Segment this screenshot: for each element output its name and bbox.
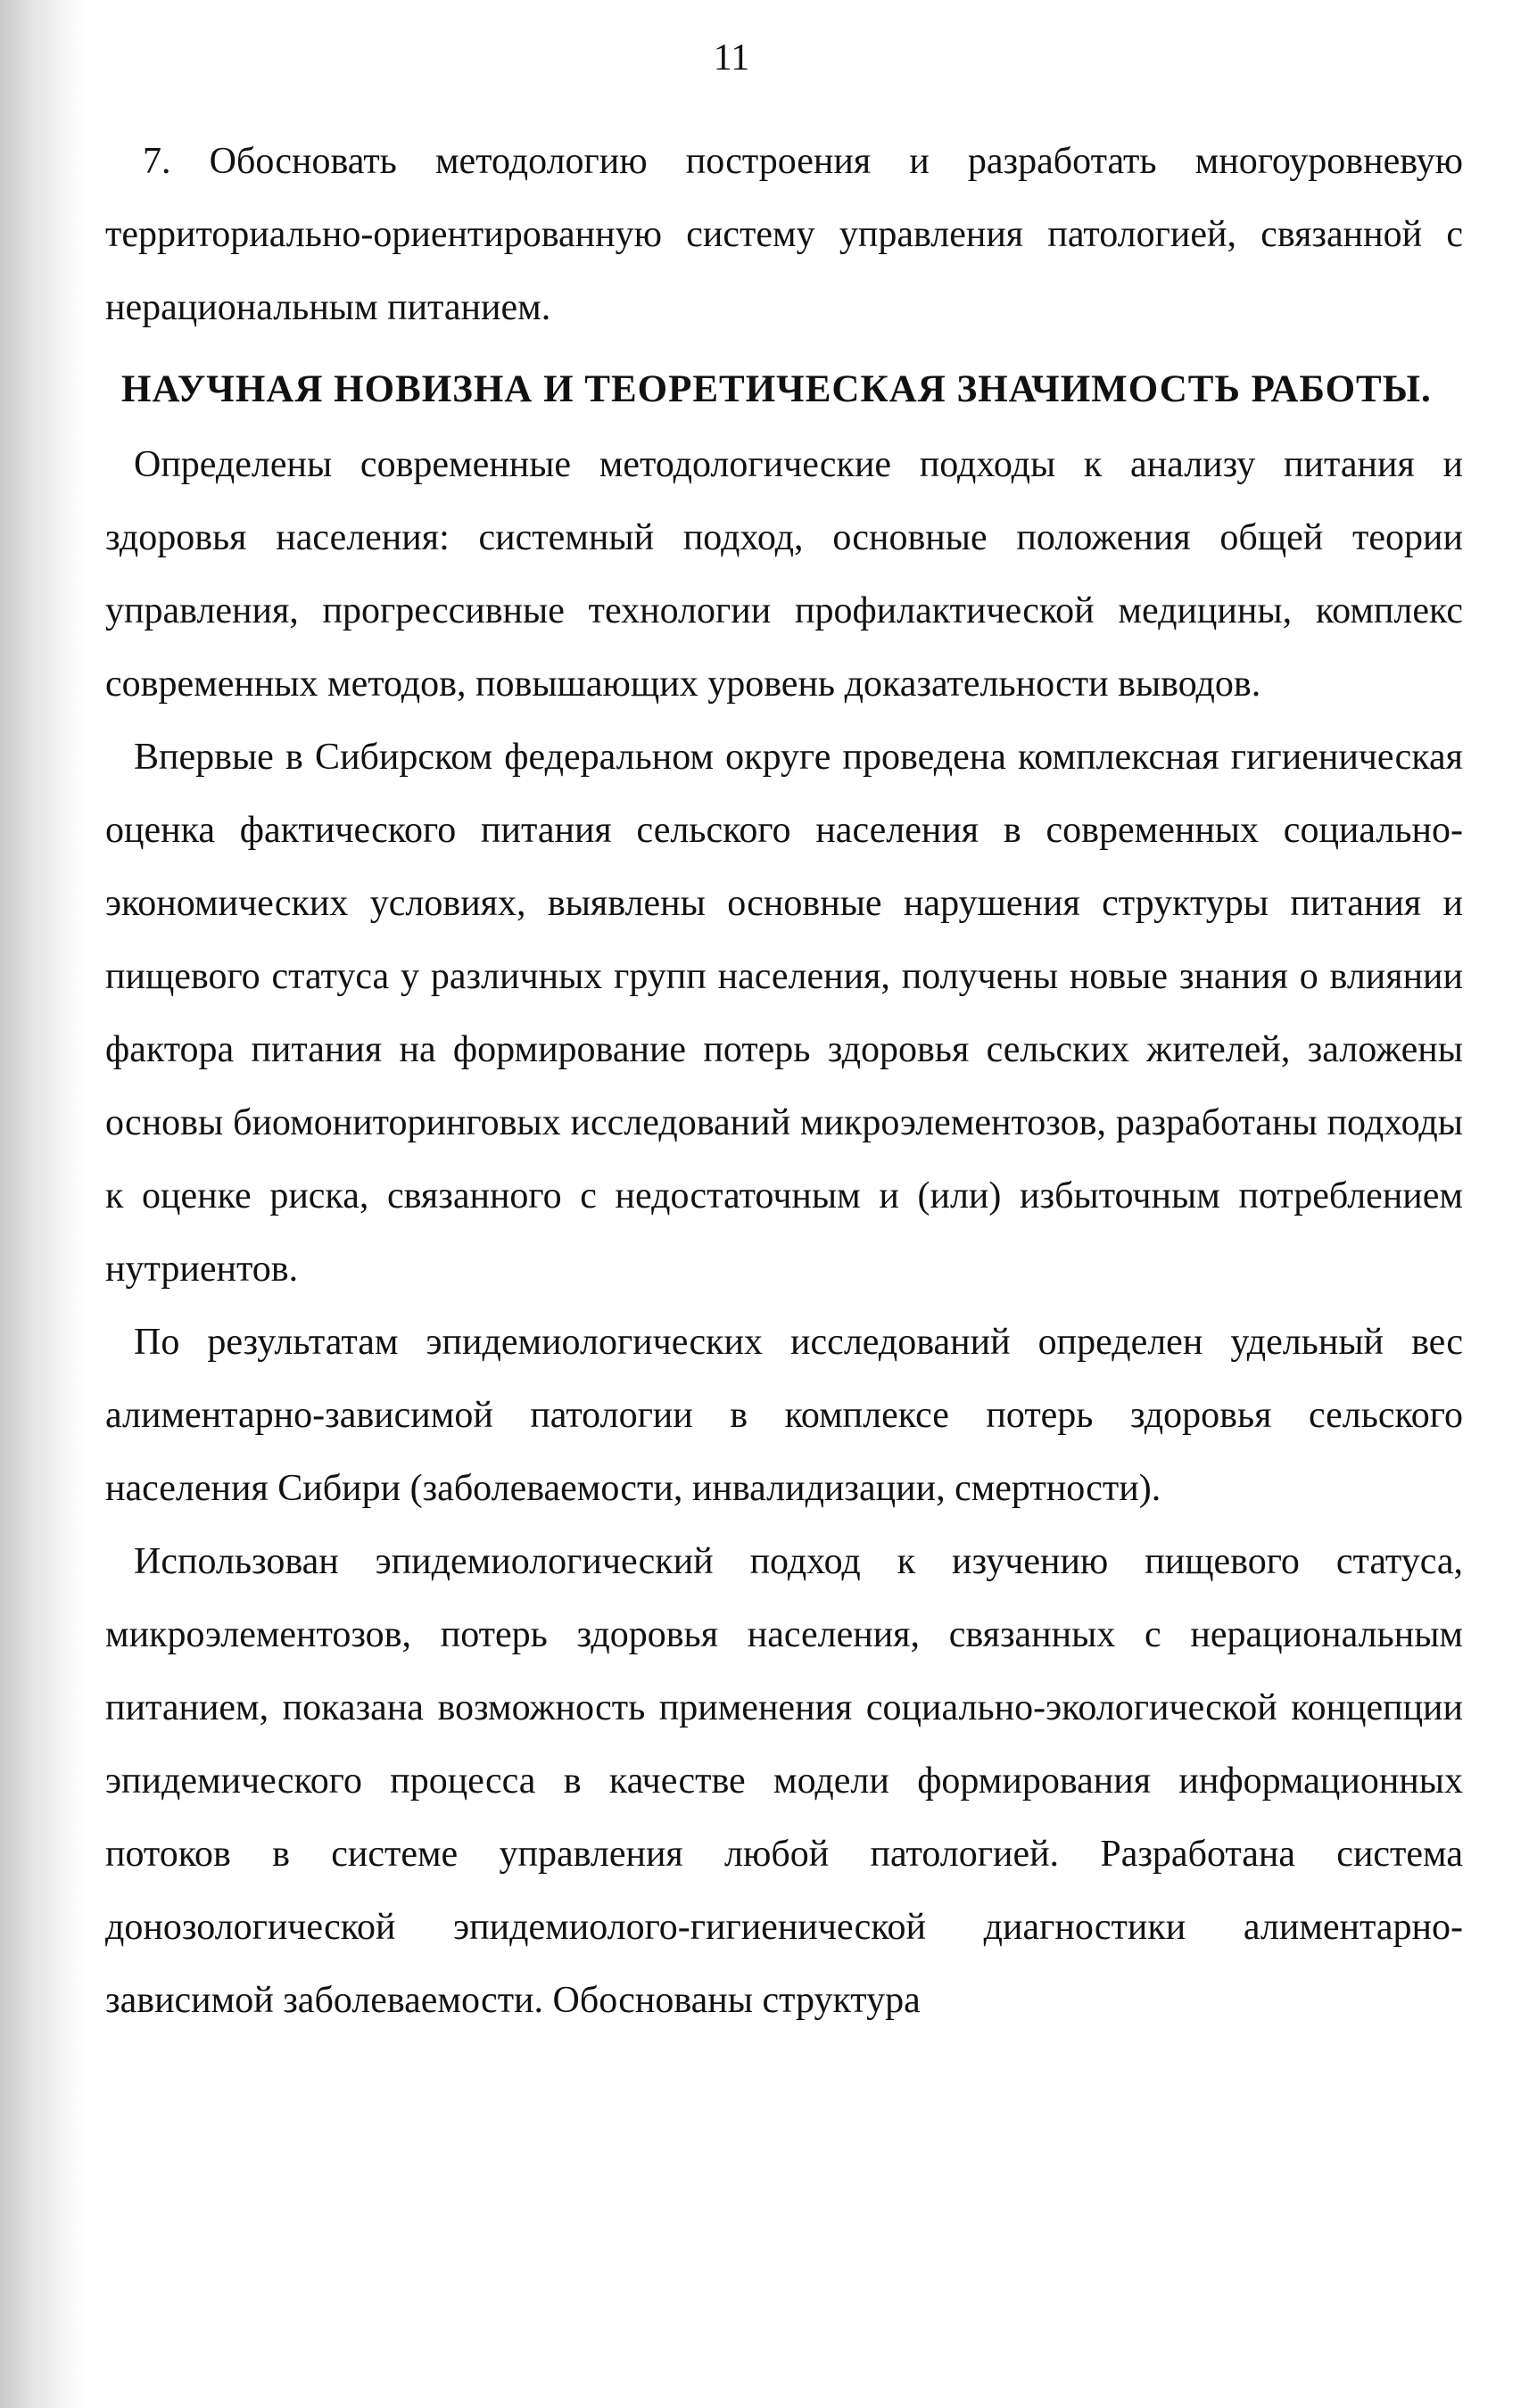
paragraph-methodology: Определены современные методологические подходы к анализу питания и здоровья населения: системный подход, основные положения общей теории управления, прогрессивные технологии профилактической медицины, комплекс современных методов, повышающих уровень доказательности выводов. [105,444,1463,705]
section-heading: НАУЧНАЯ НОВИЗНА И ТЕОРЕТИЧЕСКАЯ ЗНАЧИМОСТЬ РАБОТЫ. [121,368,1432,410]
paragraph-siberia-assessment: Впервые в Сибирском федеральном округе проведена комплексная гигиеническая оценка фактического питания сельского населения в современных социально-экономических условиях, выявлены основные нарушения структуры питания и пищевого статуса у различных групп населения, получены новые знания о влиянии фактора питания на формирование потерь здоровья сельских жителей, заложены основы биомониторинговых исследований микроэлементозов, разработаны подходы к оценке риска, связанного с недостаточным и (или) избыточным потреблением нутриентов. [105,737,1463,1290]
page-number: 11 [713,37,750,78]
document-body [105,125,1463,2037]
paragraph-epidemiology-results: По результатам эпидемиологических исследований определен удельный вес алиментарно-зависимой патологии в комплексе потерь здоровья сельского населения Сибири (заболеваемости, инвалидизации, смертности). [105,1322,1463,1509]
paragraph-epidemiological-approach: Использован эпидемиологический подход к изучению пищевого статуса, микроэлементозов, потерь здоровья населения, связанных с нерациональным питанием, показана возможность применения социально-экологической концепции эпидемического процесса в качестве модели формирования информационных потоков в системе управления любой патологией. Разработана система донозологической эпидемиолого-гигиенической диагностики алиментарно-зависимой заболеваемости. Обоснованы структура [105,1541,1463,2021]
scan-shadow-edge [0,0,85,2408]
list-item-7: 7. Обосновать методологию построения и разработать многоуровневую территориально-ориентированную систему управления патологией, связанной с нерациональным питанием. [105,141,1463,328]
